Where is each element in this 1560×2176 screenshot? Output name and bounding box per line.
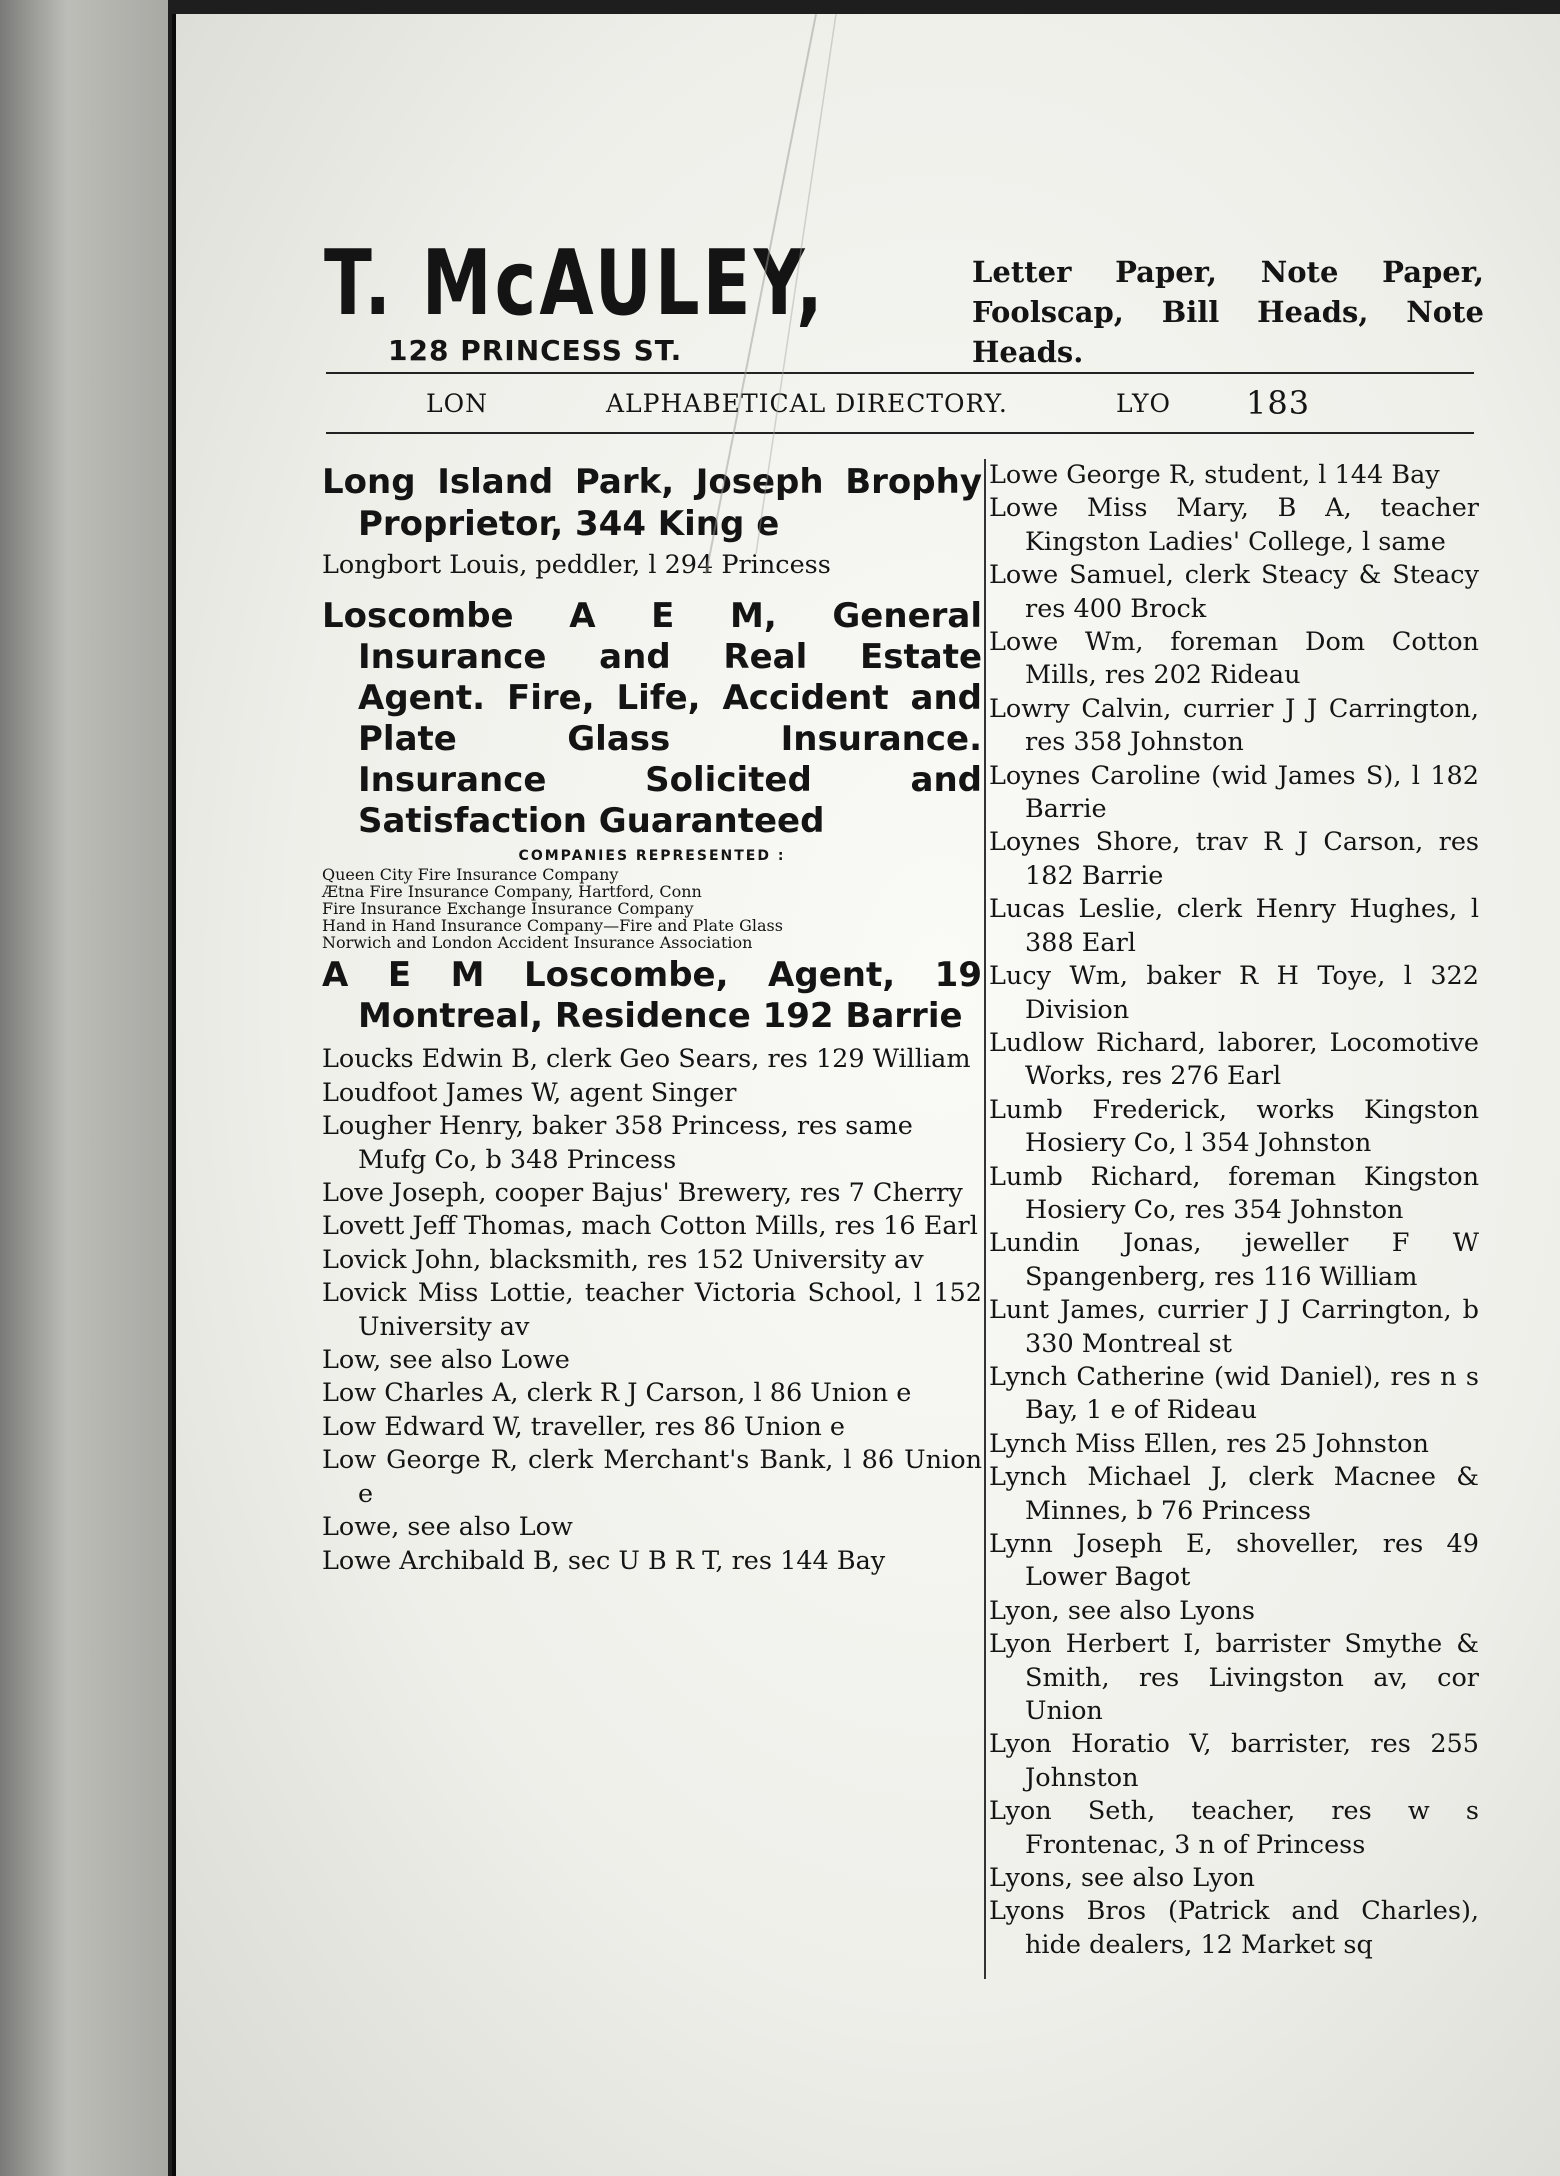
running-head-title: ALPHABETICAL DIRECTORY. — [606, 389, 1008, 418]
directory-entry: Lynch Catherine (wid Daniel), res n s Bay, 1 e of Rideau — [989, 1361, 1479, 1426]
directory-entry: Lunt James, currier J J Carrington, b 330 Montreal st — [989, 1295, 1479, 1359]
running-head-right: LYO — [1116, 389, 1172, 418]
directory-entry: Lougher Henry, baker 358 Princess, res same — [322, 1111, 913, 1142]
page-number: 183 — [1246, 384, 1311, 422]
directory-entry: Lovett Jeff Thomas, mach Cotton Mills, res 16 Earl — [322, 1211, 978, 1242]
directory-entry: Lynn Joseph E, shoveller, res 49 Lower Bagot — [989, 1529, 1479, 1593]
header-rule — [326, 432, 1474, 434]
directory-entry: Lowry Calvin, currier J J Carrington, res 358 Johnston — [989, 693, 1479, 758]
directory-entry: Lyon, see also Lyons — [989, 1595, 1255, 1626]
directory-entry: Low, see also Lowe — [322, 1345, 570, 1376]
right-column — [989, 459, 1479, 1962]
directory-entry: Lynch Miss Ellen, res 25 Johnston — [989, 1428, 1429, 1459]
directory-entry: Low Edward W, traveller, res 86 Union e — [322, 1411, 845, 1442]
directory-entry: Low George R, clerk Merchant's Bank, l 86 Union e — [322, 1445, 982, 1509]
directory-entry: Lyons Bros (Patrick and Charles), hide dealers, 12 Market sq — [989, 1896, 1479, 1960]
directory-entry: Lowe Miss Mary, B A, teacher Kingston Ladies' College, l same — [989, 493, 1479, 557]
companies-represented — [322, 848, 982, 951]
directory-entry: Lucy Wm, baker R H Toye, l 322 Division — [989, 961, 1479, 1025]
company-item: Hand in Hand Insurance Company—Fire and Plate Glass — [322, 916, 783, 936]
directory-entry: Lyon Herbert I, barrister Smythe & Smith, res Livingston av, cor Union — [989, 1629, 1479, 1727]
directory-entry: Lowe Archibald B, sec U B R T, res 144 Bay — [322, 1545, 886, 1576]
directory-entry: Low Charles A, clerk R J Carson, l 86 Union e — [322, 1378, 912, 1409]
loscombe-advertisement: Loscombe A E M, General Insurance and Real Estate Agent. Fire, Life, Accident and Plate Glass Insurance. Insurance Solicited and Satisfaction Guaranteed — [322, 596, 982, 842]
directory-entry: Lundin Jonas, jeweller F W Spangenberg, res 116 William — [989, 1228, 1479, 1292]
directory-entry: Lowe George R, student, l 144 Bay — [989, 460, 1440, 490]
directory-entry: Lyons, see also Lyon — [989, 1863, 1255, 1894]
directory-entry: Loynes Shore, trav R J Carson, res 182 Barrie — [989, 827, 1479, 891]
company-item: Ætna Fire Insurance Company, Hartford, Conn — [322, 882, 702, 902]
directory-entry: Lovick Miss Lottie, teacher Victoria School, l 152 University av — [322, 1278, 982, 1342]
directory-entry: Lovick John, blacksmith, res 152 University av — [322, 1244, 924, 1275]
header-advertisement — [324, 231, 1484, 369]
directory-entry: Longbort Louis, peddler, l 294 Princess — [322, 550, 831, 580]
column-divider — [984, 459, 986, 1979]
directory-entry-continuation: Mufg Co, b 348 Princess — [358, 1144, 677, 1175]
advertiser-name: T. McAULEY, — [324, 231, 826, 336]
company-item: Norwich and London Accident Insurance Association — [322, 933, 753, 953]
directory-entry: Lowe Samuel, clerk Steacy & Steacy res 400 Brock — [989, 560, 1479, 624]
directory-entry: Lucas Leslie, clerk Henry Hughes, l 388 Earl — [989, 894, 1479, 958]
directory-entry: Lowe, see also Low — [322, 1512, 573, 1543]
directory-entry: Ludlow Richard, laborer, Locomotive Works, res 276 Earl — [989, 1027, 1479, 1092]
directory-entry: Lyon Seth, teacher, res w s Frontenac, 3 n of Princess — [989, 1796, 1479, 1860]
directory-entry: Long Island Park, Joseph Brophy Proprietor, 344 King e — [322, 462, 982, 544]
company-item: Queen City Fire Insurance Company — [322, 865, 619, 885]
directory-entry: Lynch Michael J, clerk Macnee & Minnes, b 76 Princess — [989, 1462, 1479, 1526]
directory-entry: Love Joseph, cooper Bajus' Brewery, res 7 Cherry — [322, 1178, 963, 1209]
advertiser-address: 128 PRINCESS ST. — [388, 334, 683, 367]
directory-entry: Lumb Frederick, works Kingston Hosiery Co, l 354 Johnston — [989, 1094, 1479, 1159]
loscombe-agent: A E M Loscombe, Agent, 19 Montreal, Residence 192 Barrie — [322, 955, 982, 1037]
directory-entry: Loucks Edwin B, clerk Geo Sears, res 129 William — [322, 1044, 971, 1075]
top-rule — [326, 372, 1474, 374]
directory-page — [172, 14, 1560, 2176]
directory-entry: Loynes Caroline (wid James S), l 182 Barrie — [989, 760, 1479, 825]
companies-heading: COMPANIES REPRESENTED : — [518, 848, 786, 865]
directory-entry: Lowe Wm, foreman Dom Cotton Mills, res 202 Rideau — [989, 627, 1479, 691]
facing-page-edge — [0, 0, 168, 2176]
directory-entry: Loudfoot James W, agent Singer — [322, 1077, 737, 1108]
left-column — [322, 459, 982, 1578]
company-item: Fire Insurance Exchange Insurance Company — [322, 899, 694, 919]
directory-entry: Lumb Richard, foreman Kingston Hosiery Co, res 354 Johnston — [989, 1161, 1479, 1225]
directory-entry: Lyon Horatio V, barrister, res 255 Johnston — [989, 1729, 1479, 1793]
advertiser-products: Letter Paper, Note Paper, Foolscap, Bill Heads, Note Heads. — [972, 255, 1484, 369]
running-head-left: LON — [426, 389, 488, 418]
